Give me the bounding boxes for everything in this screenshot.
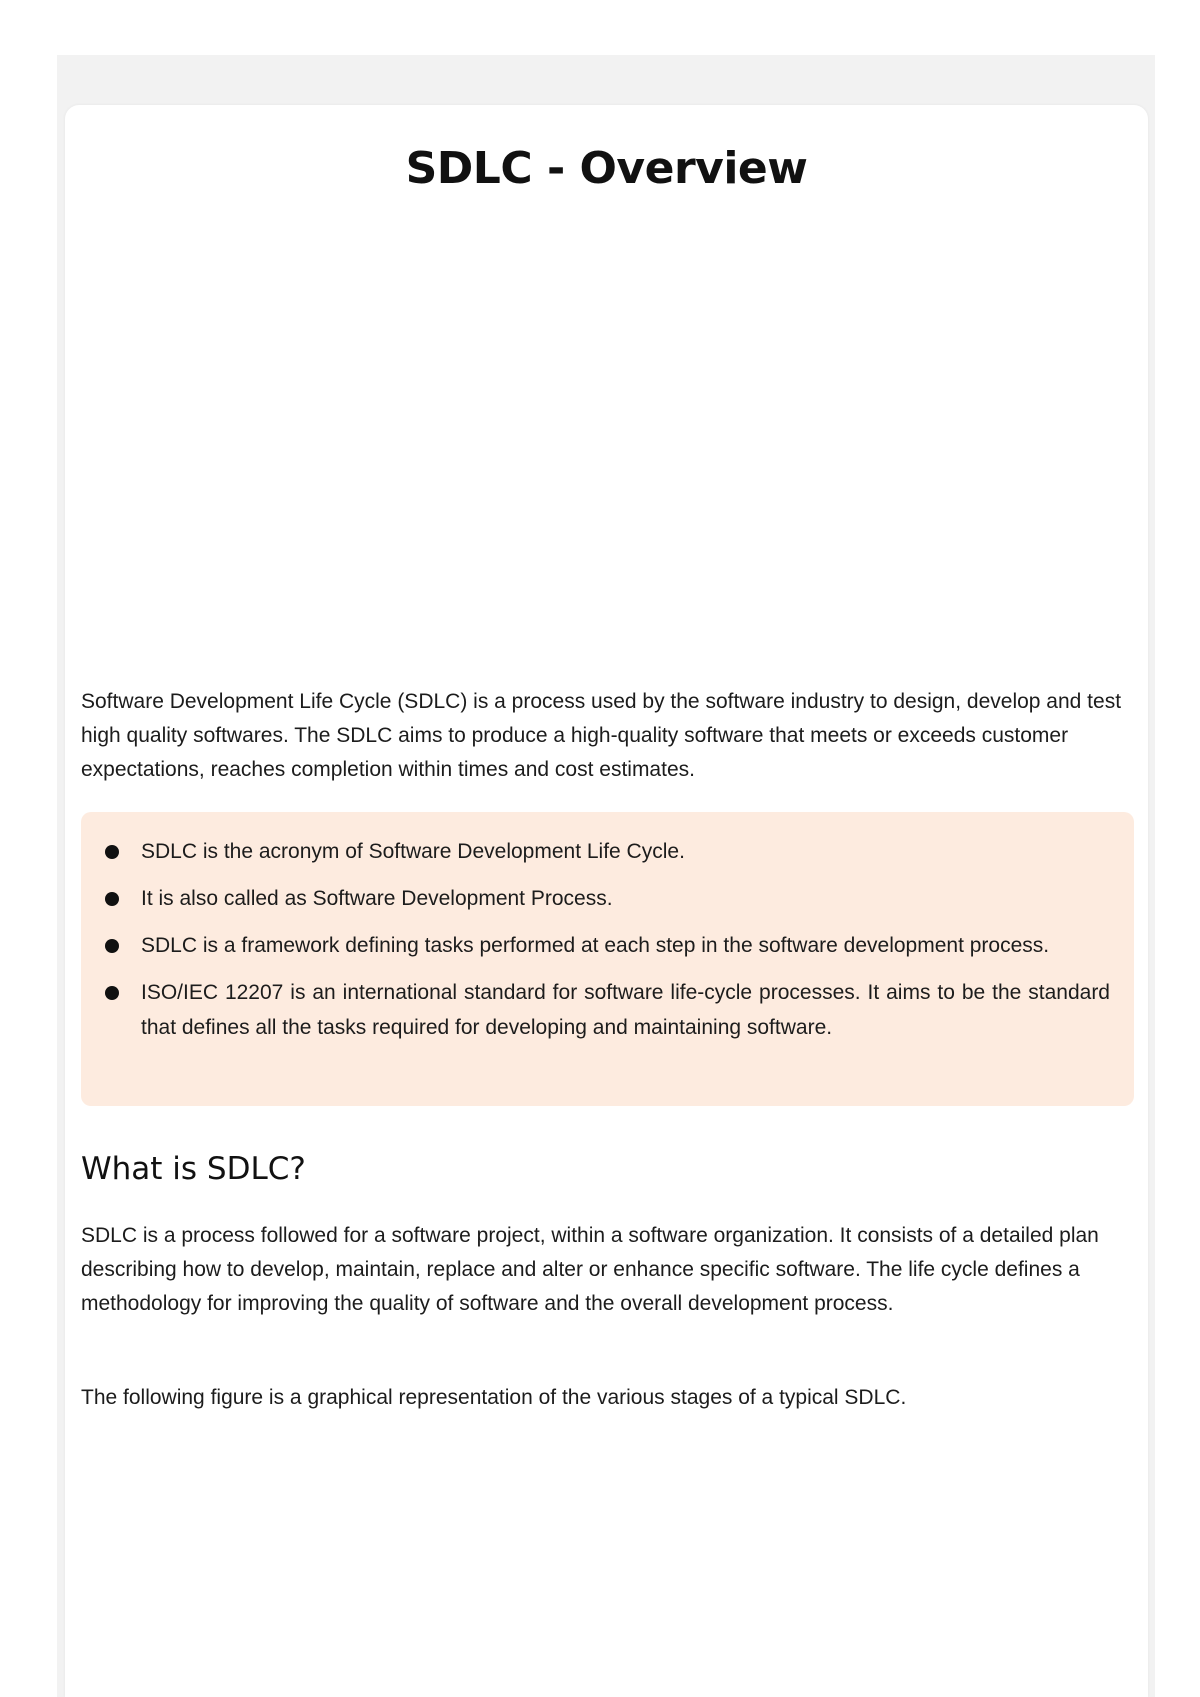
intro-paragraph: Software Development Life Cycle (SDLC) is a process used by the software industry to design, develop and test high quality softwares. The SDLC aims to produce a high-quality software that meets or exceeds customer expectations, reaches completion within times and cost estimates. xyxy=(81,690,1122,781)
list-item xyxy=(141,928,1110,963)
list-item xyxy=(141,975,1110,1045)
list-item-text: SDLC is the acronym of Software Development Life Cycle. xyxy=(141,840,685,863)
section-paragraph: The following figure is a graphical representation of the various stages of a typical SDLC. xyxy=(81,1386,907,1409)
section-paragraph: SDLC is a process followed for a software project, within a software organization. It consists of a detailed plan describing how to develop, maintain, replace and alter or enhance specific software. The life cycle defines a methodology for improving the quality of software and the overall development process. xyxy=(81,1224,1099,1315)
bullet-icon xyxy=(105,845,119,859)
bullet-icon xyxy=(105,892,119,906)
list-item-text: SDLC is a framework defining tasks performed at each step in the software development process. xyxy=(141,934,1050,957)
highlight-box xyxy=(81,812,1134,1106)
page-title: SDLC - Overview xyxy=(405,143,808,194)
blank-ad-area xyxy=(81,235,1131,665)
bullet-icon xyxy=(105,986,119,1000)
list-item-text: It is also called as Software Development Process. xyxy=(141,887,613,910)
section-heading: What is SDLC? xyxy=(81,1151,306,1187)
figure-placeholder xyxy=(81,1445,1131,1685)
article-card xyxy=(65,105,1148,1697)
list-item-text: ISO/IEC 12207 is an international standard for software life-cycle processes. It aims to be the standard that defines all the tasks required for developing and maintaining software. xyxy=(141,981,1110,1039)
list-item xyxy=(141,881,1110,916)
highlight-list xyxy=(81,812,1134,1045)
list-item xyxy=(141,834,1110,869)
bullet-icon xyxy=(105,939,119,953)
